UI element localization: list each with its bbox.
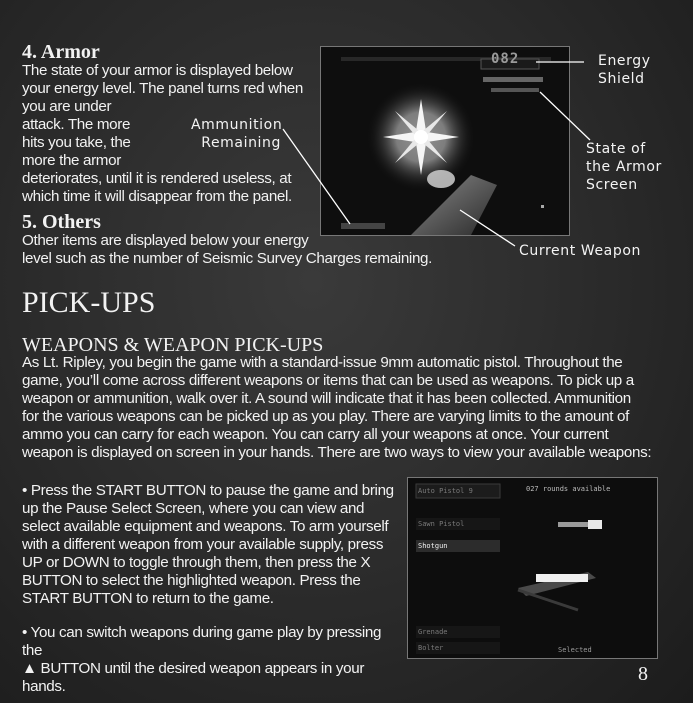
armor-line: deteriorates, until it is rendered useless, at <box>22 170 292 187</box>
paragraph-line: ammo you can carry for each weapon. You can carry all your weapons at once. Your current <box>22 426 609 443</box>
bullet-line: select available equipment and weapons. To arm yourself <box>22 518 389 535</box>
callout-ammo <box>191 116 281 152</box>
callout-energy-line: Shield <box>598 71 645 87</box>
callout-armor-line: Screen <box>586 177 638 193</box>
menu-item: Sawn Pistol <box>418 520 465 528</box>
bullet-line: UP or DOWN to toggle through them, then press the X <box>22 554 371 571</box>
callout-weapon: Current Weapon <box>519 243 641 259</box>
callout-energy-line: Energy <box>598 53 651 69</box>
paragraph-line: for the various weapons can be picked up as you play. There are varying limits to the amount of <box>22 408 629 425</box>
callout-armor-line: State of <box>586 141 646 157</box>
weapon-select-screenshot <box>407 477 658 659</box>
bullet-line: • You can switch weapons during game play by pressing the <box>22 624 382 659</box>
pickups-title: PICK-UPS <box>22 286 156 319</box>
armor-line: hits you take, the <box>22 134 131 151</box>
pickups-subtitle: WEAPONS & WEAPON PICK-UPS <box>22 334 324 356</box>
callout-ammo-line: Ammunition <box>191 117 283 133</box>
armor-line: you are under <box>22 98 112 115</box>
bullet-start-button <box>22 482 404 608</box>
bullet-line: ▲ BUTTON until the desired weapon appears in your hands. <box>22 660 365 695</box>
menu-item: Bolter <box>418 644 444 652</box>
bullet-line: with a different weapon from your available supply, press <box>22 536 384 553</box>
bullet-line: BUTTON to select the highlighted weapon. Press the <box>22 572 361 589</box>
menu-item-top: Auto Pistol 9 <box>418 487 473 495</box>
callout-ammo-line: Remaining <box>201 135 281 151</box>
callout-armor-line: the Armor <box>586 159 662 175</box>
paragraph-line: As Lt. Ripley, you begin the game with a standard-issue 9mm automatic pistol. Throughout the <box>22 354 623 371</box>
armor-heading: 4. Armor <box>22 41 100 63</box>
others-line: level such as the number of Seismic Survey Charges remaining. <box>22 250 433 267</box>
rounds-readout: 027 rounds available <box>526 485 611 493</box>
menu-item-selected: Shotgun <box>418 542 448 550</box>
menu-item: Grenade <box>418 628 448 636</box>
pickups-paragraph <box>22 354 672 462</box>
bullet-line: • Press the START BUTTON to pause the game and bring <box>22 482 394 499</box>
others-line: Other items are displayed below your energy <box>22 232 309 249</box>
selected-label: Selected <box>558 646 592 654</box>
callout-energy <box>598 52 651 88</box>
bullet-triangle-button <box>22 624 404 696</box>
paragraph-line: weapon is displayed on screen in your hands. There are two ways to view your available weapons: <box>22 444 652 461</box>
hud-readout: 082 <box>491 51 520 67</box>
armor-line: which time it will disappear from the panel. <box>22 188 292 205</box>
armor-line: The state of your armor is displayed below <box>22 62 293 79</box>
armor-line: your energy level. The panel turns red when <box>22 80 304 97</box>
bullet-line: START BUTTON to return to the game. <box>22 590 274 607</box>
armor-line: more the armor <box>22 152 121 169</box>
paragraph-line: game, you’ll come across different weapons or items that can be used as weapons. To pick up a <box>22 372 634 389</box>
paragraph-line: weapon or ammunition, walk over it. A sound will indicate that it has been collected. Ammunition <box>22 390 631 407</box>
bullet-line: up the Pause Select Screen, where you can view and <box>22 500 365 517</box>
armor-line: attack. The more <box>22 116 131 133</box>
others-heading: 5. Others <box>22 211 101 233</box>
callout-armor <box>586 140 662 194</box>
page-number: 8 <box>638 663 648 685</box>
